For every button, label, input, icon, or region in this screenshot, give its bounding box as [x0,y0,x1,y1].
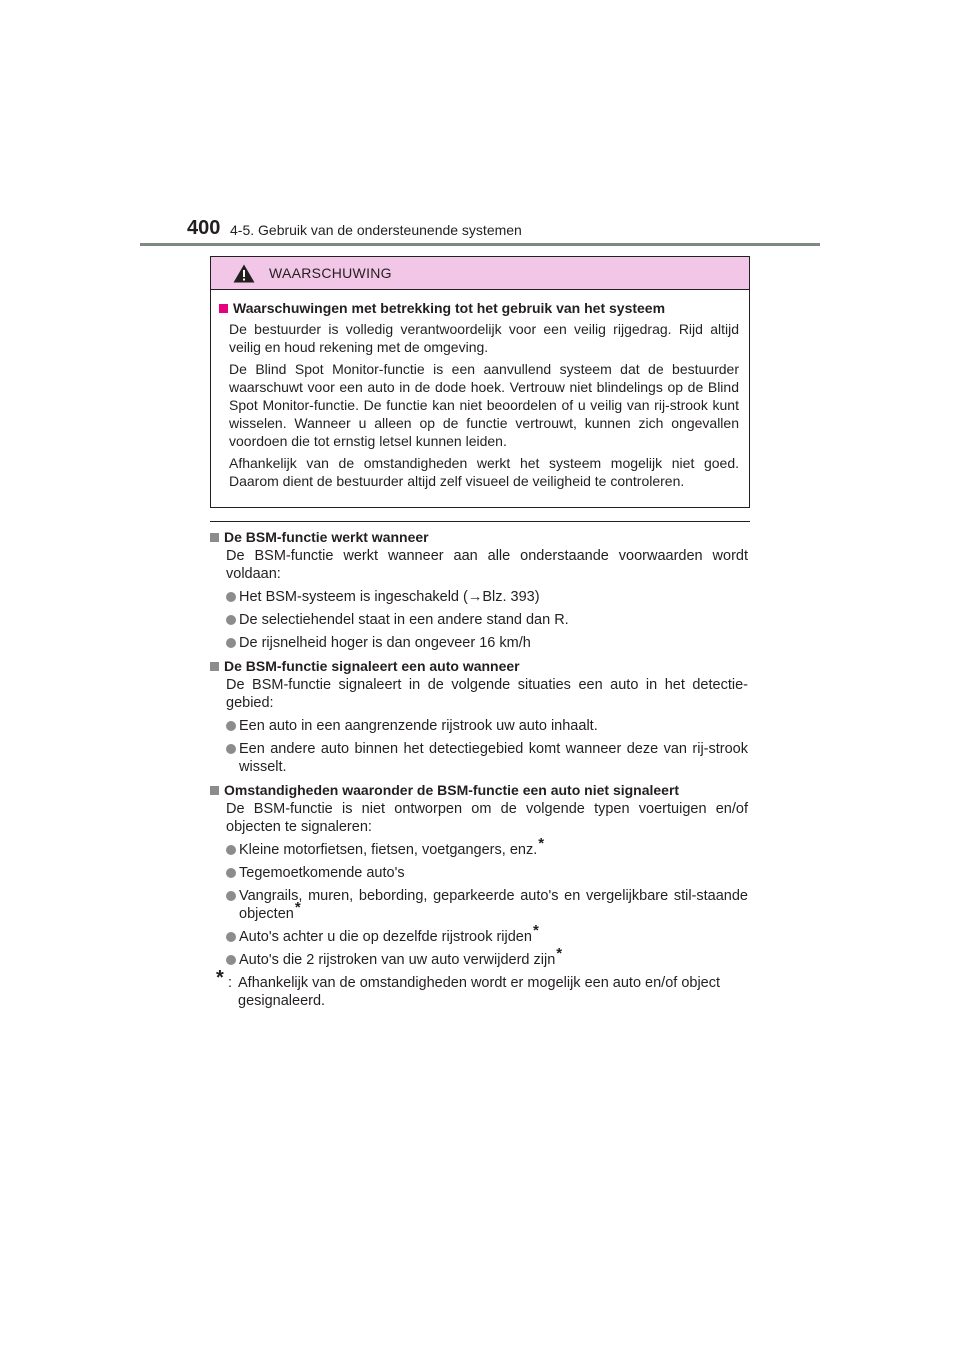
section-heading [210,657,748,675]
footnote-colon: : [228,975,233,991]
list-item [226,864,748,882]
footnote-star: * [532,922,539,939]
list-item-text: Auto's die 2 rijstroken van uw auto verwijderd zijn [239,952,556,968]
list-item-text: De rijsnelheid hoger is dan ongeveer 16 km/h [239,635,531,651]
square-bullet-icon [219,304,228,313]
list-item [226,634,748,652]
list-item [226,945,748,969]
dot-bullet-icon [226,891,236,901]
section-intro: De BSM-functie signaleert in de volgende situaties een auto in het detectie-gebied: [226,677,748,711]
header-rule [140,243,820,246]
footnote-star: * [294,899,301,916]
section-intro: De BSM-functie werkt wanneer aan alle onderstaande voorwaarden wordt voldaan: [226,548,748,582]
list-item-text: Een auto in een aangrenzende rijstrook uw auto inhaalt. [239,718,598,734]
list-item-text: Het BSM-systeem is ingeschakeld (→Blz. 393) [239,589,540,605]
dot-bullet-icon [226,744,236,754]
square-bullet-icon [210,786,219,795]
section-heading-text: De BSM-functie werkt wanneer [224,529,429,545]
warning-triangle-icon [233,264,255,283]
section-heading [210,528,748,546]
footnote-text: Afhankelijk van de omstandigheden wordt er mogelijk een auto en/of object gesignaleerd. [238,975,721,1009]
dot-bullet-icon [226,932,236,942]
dot-bullet-icon [226,592,236,602]
footnote-mark: * [216,967,224,989]
section-heading-text: Omstandigheden waaronder de BSM-functie een auto niet signaleert [224,782,680,798]
list-item [226,835,748,859]
section-intro: De BSM-functie is niet ontworpen om de volgende typen voertuigen en/of objecten te signaleren: [226,801,748,835]
dot-bullet-icon [226,721,236,731]
footnote [216,967,748,1010]
square-bullet-icon [210,662,219,671]
list-item [226,922,748,946]
warning-paragraph: De bestuurder is volledig verantwoordelijk voor een veilig rijgedrag. Rijd altijd veilig en houd rekening met de omgeving. [229,321,739,355]
warning-box [210,256,750,508]
list-item [226,611,748,629]
square-bullet-icon [210,533,219,542]
content [210,528,748,1010]
warning-heading-text: Waarschuwingen met betrekking tot het gebruik van het systeem [233,300,666,316]
list-item-text: Kleine motorfietsen, fietsen, voetgangers, enz. [239,842,538,858]
dot-bullet-icon [226,845,236,855]
section-heading [210,781,748,799]
page-number: 400 [187,217,221,239]
list-item-text: Vangrails, muren, bebording, geparkeerde auto's en vergelijkbare stil-staande objecten [239,888,748,922]
list-item [226,588,748,606]
list-item-text: Auto's achter u die op dezelfde rijstrook rijden [239,929,532,945]
list-item [226,740,748,776]
section-divider [210,521,750,522]
warning-heading [219,300,739,317]
list-item [226,887,748,923]
section-heading-text: De BSM-functie signaleert een auto wanneer [224,658,520,674]
list-item [226,717,748,735]
list-item-text: De selectiehendel staat in een andere stand dan R. [239,612,569,628]
footnote-star: * [556,945,563,962]
warning-paragraph: Afhankelijk van de omstandigheden werkt het systeem mogelijk niet goed. Daarom dient de bestuurder altijd zelf visueel de veiligheid te controleren. [229,455,739,489]
warning-paragraph: De Blind Spot Monitor-functie is een aanvullend systeem dat de bestuurder waarschuwt voor een auto in de dode hoek. Vertrouw niet blindelings op de Blind Spot Monitor-functie. De functie kan niet beoordelen of u veilig van rij-strook kunt wisselen. Wanneer u alleen op de functie vertrouwt, kunnen zich ongevallen voordoen die tot ernstig letsel kunnen leiden. [229,361,739,449]
list-item-text: Een andere auto binnen het detectiegebied komt wanneer deze van rij-strook wisselt. [239,741,748,775]
list-item-text: Tegemoetkomende auto's [239,865,405,881]
footnote-star: * [538,835,545,852]
warning-header [211,257,749,290]
dot-bullet-icon [226,955,236,965]
dot-bullet-icon [226,638,236,648]
warning-title: WAARSCHUWING [269,265,392,281]
dot-bullet-icon [226,615,236,625]
dot-bullet-icon [226,868,236,878]
section-title: 4-5. Gebruik van de ondersteunende systemen [230,222,522,238]
